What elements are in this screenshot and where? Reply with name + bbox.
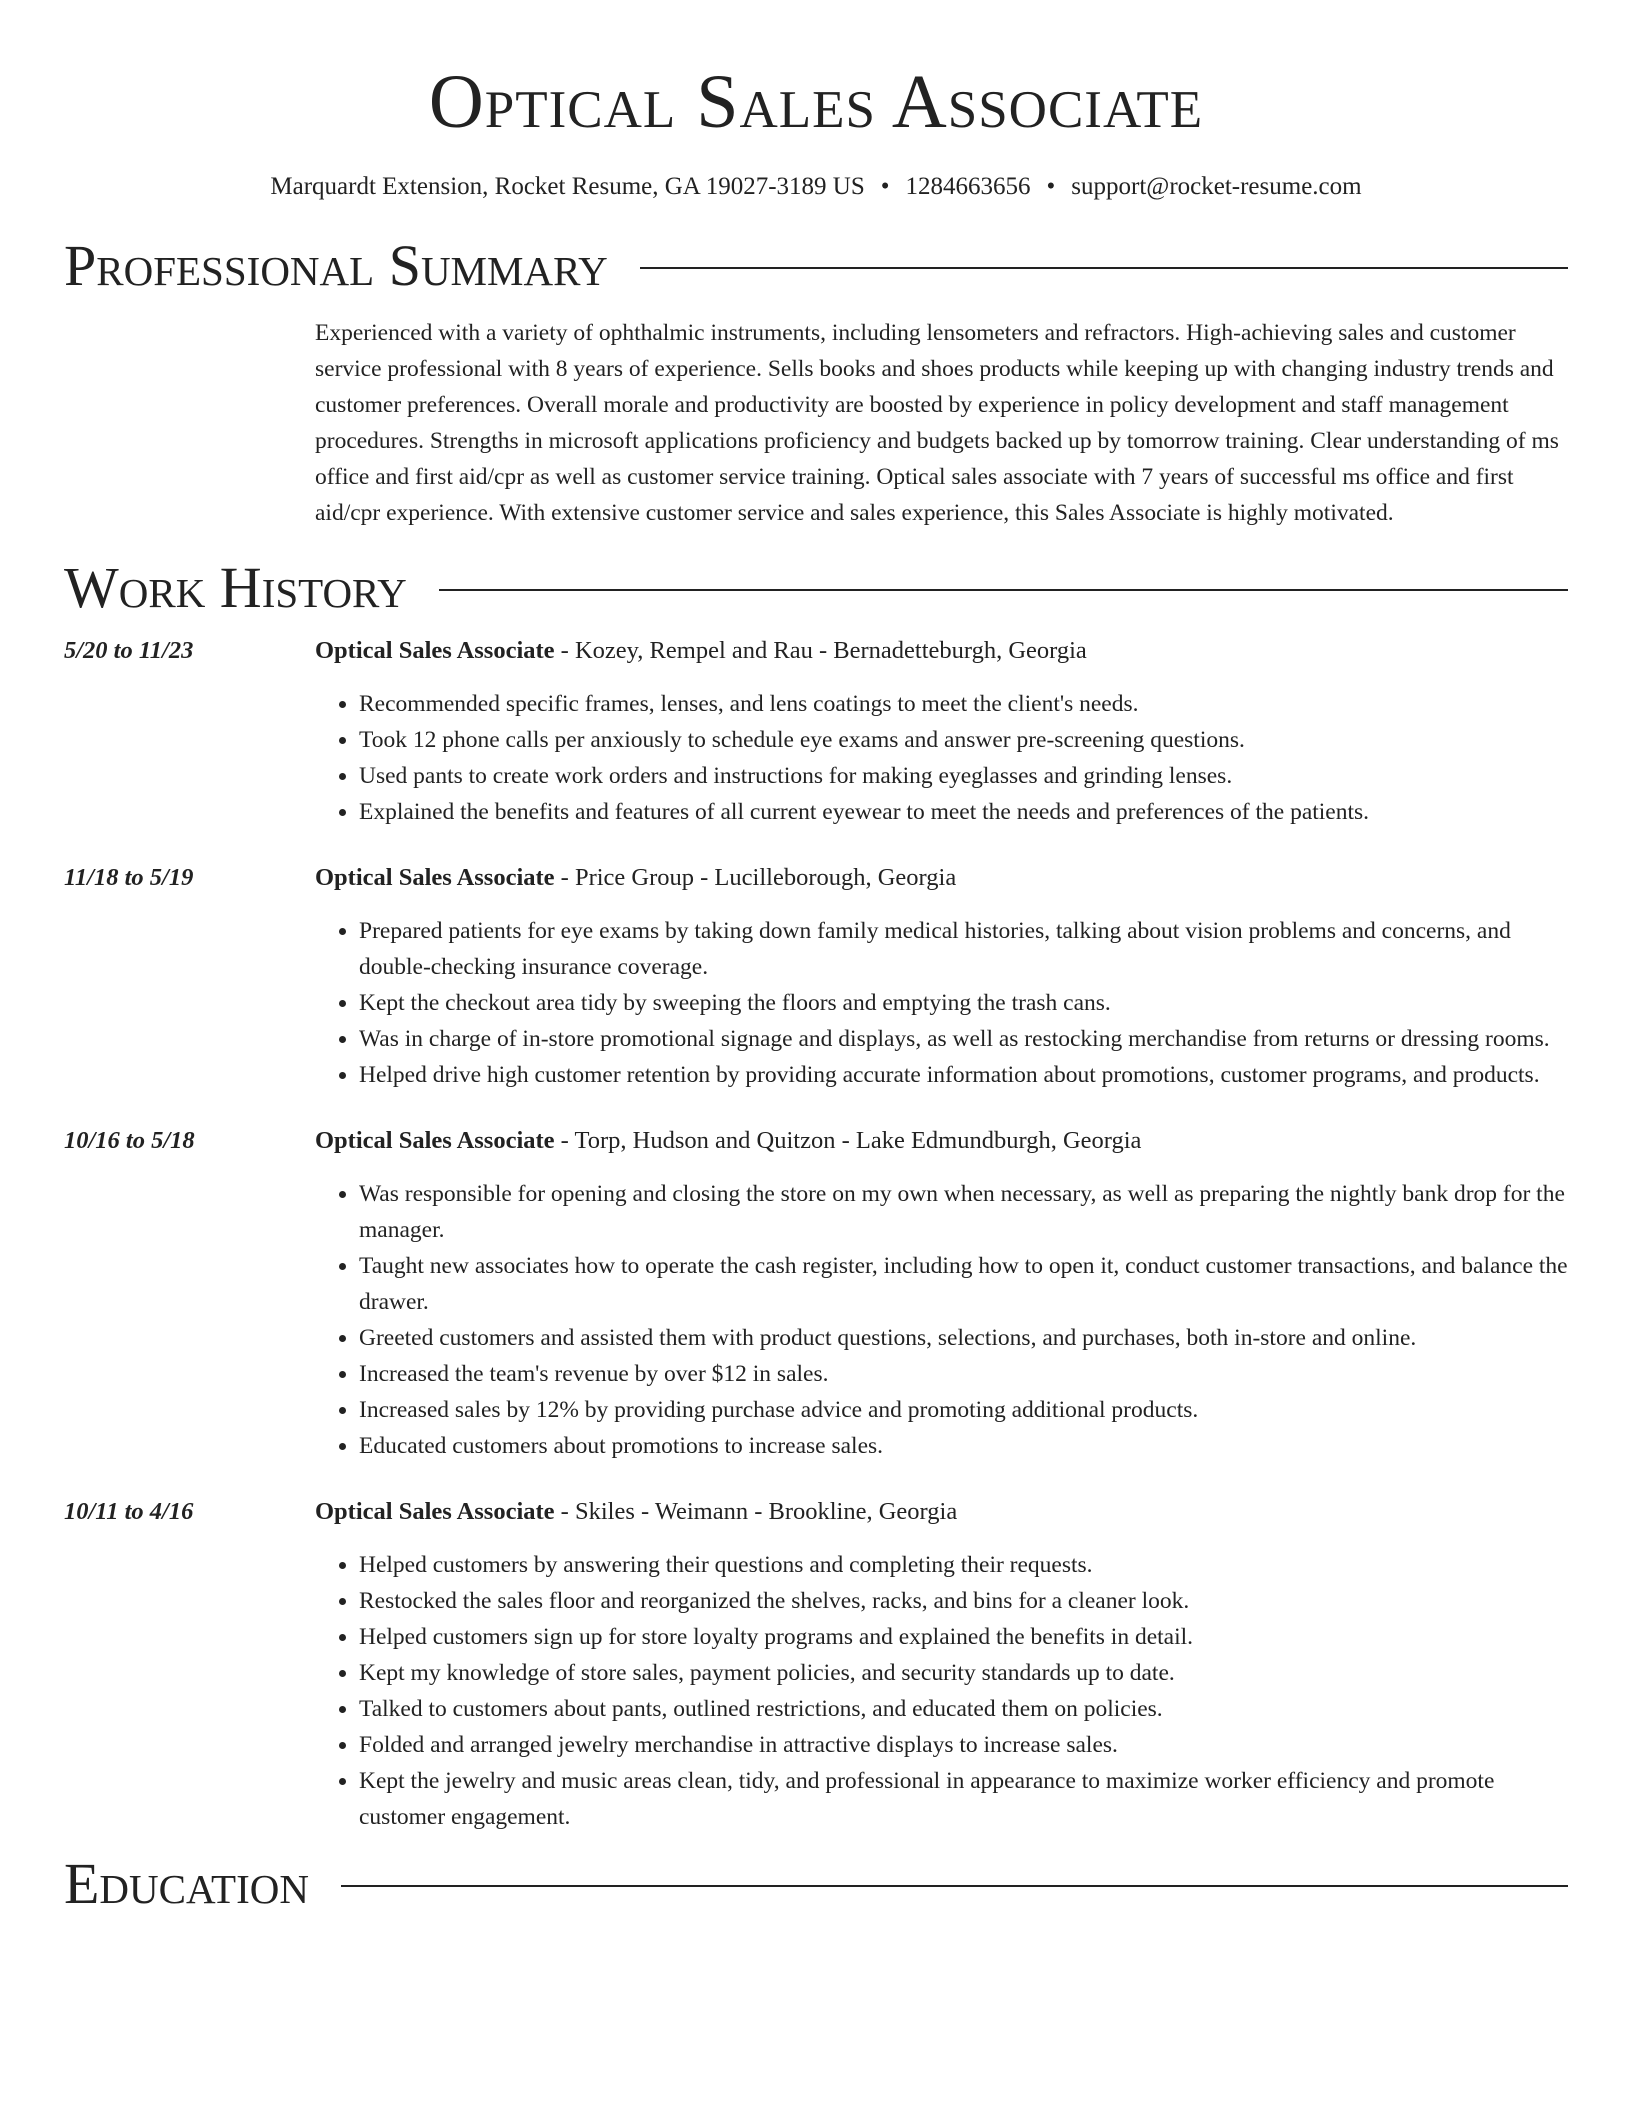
section-divider xyxy=(341,1885,1568,1887)
job-bullet: • Increased sales by 12% by providing purchase advice and promoting additional products. xyxy=(359,1392,1568,1428)
job-entry xyxy=(64,633,1568,830)
resume-title: Optical Sales Associate xyxy=(428,60,1204,144)
separator-dot: • xyxy=(880,173,890,200)
job-dates: 5/20 to 11/23 xyxy=(64,637,194,664)
education-heading: Education xyxy=(64,1851,309,1916)
job-bullet: • Helped customers sign up for store loyalty programs and explained the benefits in detail. xyxy=(359,1619,1568,1655)
job-bullets xyxy=(315,913,1568,1093)
contact-email: support@rocket-resume.com xyxy=(1071,173,1362,200)
work-history-list xyxy=(64,633,1568,1835)
job-title: Optical Sales Associate xyxy=(315,1127,555,1154)
job-entry xyxy=(64,1494,1568,1835)
work-heading: Work History xyxy=(64,555,407,620)
contact-address: Marquardt Extension, Rocket Resume, GA 19027-3189 US xyxy=(270,173,865,200)
job-bullet: • Helped drive high customer retention by providing accurate information about promotions, customer programs, and products. xyxy=(359,1057,1568,1093)
job-bullet: • Prepared patients for eye exams by taking down family medical histories, talking about vision problems and concerns, and double-checking insurance coverage. xyxy=(359,913,1568,985)
job-bullet: • Kept the checkout area tidy by sweeping the floors and emptying the trash cans. xyxy=(359,985,1568,1021)
job-dates: 11/18 to 5/19 xyxy=(64,864,194,891)
job-employer-location: - Kozey, Rempel and Rau - Bernadetteburgh, Georgia xyxy=(554,637,1087,664)
job-bullets xyxy=(315,1547,1568,1835)
contact-phone: 1284663656 xyxy=(905,173,1031,200)
job-dates: 10/11 to 4/16 xyxy=(64,1498,194,1525)
job-bullet: • Helped customers by answering their questions and completing their requests. xyxy=(359,1547,1568,1583)
job-bullet: • Kept my knowledge of store sales, payment policies, and security standards up to date. xyxy=(359,1655,1568,1691)
job-bullets xyxy=(315,686,1568,830)
job-dates: 10/16 to 5/18 xyxy=(64,1127,195,1154)
job-bullet: • Increased the team's revenue by over $12 in sales. xyxy=(359,1356,1568,1392)
job-bullet: • Taught new associates how to operate the cash register, including how to open it, conduct customer transactions, and balance the drawer. xyxy=(359,1248,1568,1320)
job-bullet: • Used pants to create work orders and instructions for making eyeglasses and grinding lenses. xyxy=(359,758,1568,794)
education-section-header xyxy=(64,1851,1568,1916)
job-bullet: • Recommended specific frames, lenses, and lens coatings to meet the client's needs. xyxy=(359,686,1568,722)
job-employer-location: - Price Group - Lucilleborough, Georgia xyxy=(554,864,957,891)
job-bullet: • Kept the jewelry and music areas clean, tidy, and professional in appearance to maximize worker efficiency and promote customer engagement. xyxy=(359,1763,1568,1835)
job-employer-location: - Torp, Hudson and Quitzon - Lake Edmundburgh, Georgia xyxy=(554,1127,1142,1154)
job-bullet: • Restocked the sales floor and reorganized the shelves, racks, and bins for a cleaner look. xyxy=(359,1583,1568,1619)
summary-text: Experienced with a variety of ophthalmic instruments, including lensometers and refractors. High-achieving sales and customer service professional with 8 years of experience. Sells books and shoes products while keeping up with changing industry trends and customer preferences. Overall morale and productivity are boosted by experience in policy development and staff management procedures. Strengths in microsoft applications proficiency and budgets backed up by tomorrow training. Clear understanding of ms office and first aid/cpr as well as customer service training. Optical sales associate with 7 years of successful ms office and first aid/cpr experience. With extensive customer service and sales experience, this Sales Associate is highly motivated. xyxy=(315,320,1559,526)
job-bullet: • Greeted customers and assisted them with product questions, selections, and purchases, both in-store and online. xyxy=(359,1320,1568,1356)
job-title: Optical Sales Associate xyxy=(315,864,555,891)
work-section-header xyxy=(64,555,1568,620)
job-bullet: • Was in charge of in-store promotional signage and displays, as well as restocking merchandise from returns or dressing rooms. xyxy=(359,1021,1568,1057)
job-employer-location: - Skiles - Weimann - Brookline, Georgia xyxy=(554,1498,958,1525)
contact-line xyxy=(64,174,1568,199)
section-divider xyxy=(439,589,1568,591)
job-bullet: • Took 12 phone calls per anxiously to schedule eye exams and answer pre-screening questions. xyxy=(359,722,1568,758)
job-heading xyxy=(315,860,1568,896)
job-bullet: • Talked to customers about pants, outlined restrictions, and educated them on policies. xyxy=(359,1691,1568,1727)
section-divider xyxy=(640,267,1568,269)
job-heading xyxy=(315,1123,1568,1159)
job-entry xyxy=(64,860,1568,1093)
job-title: Optical Sales Associate xyxy=(315,637,555,664)
job-heading xyxy=(315,1494,1568,1530)
separator-dot: • xyxy=(1046,173,1056,200)
job-body xyxy=(315,1494,1568,1835)
job-body xyxy=(315,633,1568,830)
job-bullet: • Was responsible for opening and closing the store on my own when necessary, as well as preparing the nightly bank drop for the manager. xyxy=(359,1176,1568,1248)
job-entry xyxy=(64,1123,1568,1464)
job-bullet: • Educated customers about promotions to increase sales. xyxy=(359,1428,1568,1464)
job-bullet: • Folded and arranged jewelry merchandise in attractive displays to increase sales. xyxy=(359,1727,1568,1763)
job-title: Optical Sales Associate xyxy=(315,1498,555,1525)
summary-section-header xyxy=(64,233,1568,298)
job-body xyxy=(315,860,1568,1093)
job-bullets xyxy=(315,1176,1568,1464)
summary-heading: Professional Summary xyxy=(64,233,608,298)
job-heading xyxy=(315,633,1568,669)
job-bullet: • Explained the benefits and features of all current eyewear to meet the needs and preferences of the patients. xyxy=(359,794,1568,830)
job-body xyxy=(315,1123,1568,1464)
